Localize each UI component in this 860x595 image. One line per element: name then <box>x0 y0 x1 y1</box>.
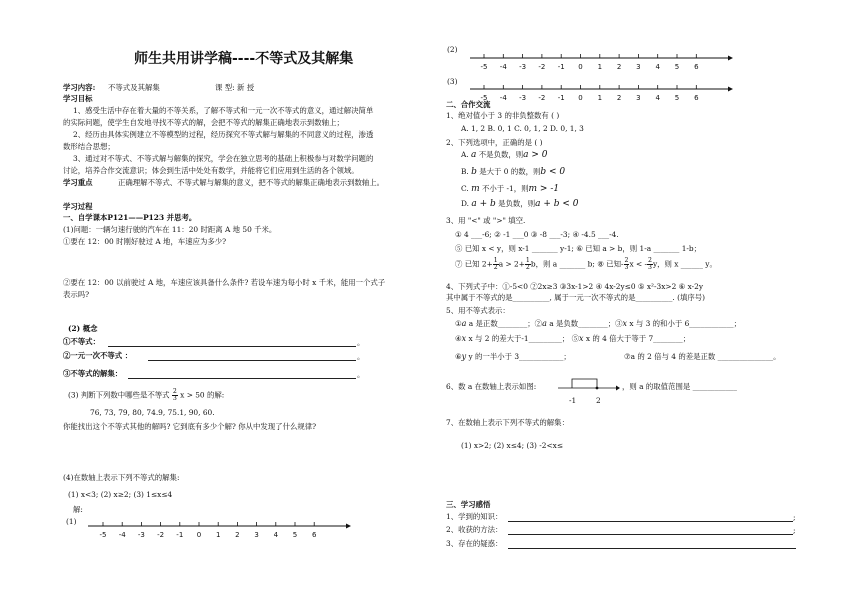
number-line-tick-label: 2 <box>616 63 622 71</box>
concept-inequality-blank[interactable] <box>108 346 356 347</box>
question-3-pre: (3) 判断下列数中哪些是不等式 <box>68 390 170 400</box>
number-line-tick-label: 1 <box>597 63 603 71</box>
process-heading: 学习过程 <box>63 202 93 211</box>
fraction-one-half: $\frac{1}{2}$ <box>525 257 530 272</box>
r-question-5-row-3: ⑥y y 的一半小于 3____________； <box>455 352 571 361</box>
r-question-7: 7、在数轴上表示下列不等式的解集： <box>446 418 569 427</box>
number-line-tick-label: -2 <box>538 94 546 102</box>
fraction-two-thirds: $\frac{2}{3}$ <box>648 257 652 272</box>
goal-line-1: 1、感受生活中存在着大量的不等关系，了解不等式和一元一次不等式的意义，通过解决简单 <box>73 106 374 115</box>
goal-line-4: 数形结合思想； <box>63 142 115 151</box>
number-line-tick-label: 1 <box>215 531 221 539</box>
r-question-3-row-1: ① 4 ___-6; ② -1 ___0 ③ -8 ___-3; ④ -4.5 ___-4. <box>455 230 619 239</box>
concept-linear-blank[interactable] <box>148 360 356 361</box>
number-line-tick-label: -3 <box>519 94 527 102</box>
r-question-7-items: (1) x>2; (2) x≤4; (3) -2<x≤ <box>461 441 564 450</box>
goals-heading: 学习目标 <box>63 94 93 103</box>
fraction-two-thirds: $\frac{2}{3}$ <box>172 388 177 403</box>
r-question-1: 1、绝对值小于 3 的非负整数有 ( ) <box>446 111 560 120</box>
r-question-3-row-2: ⑤ 已知 x < y，则 x-1 _______ y-1; ⑥ 已知 a > b，则 1-a _______ 1-b； <box>455 244 702 253</box>
page-title: 师生共用讲学稿----不等式及其解集 <box>134 51 354 67</box>
reflection-method-end: ; <box>793 526 796 535</box>
number-line-tick-label: 5 <box>292 531 298 539</box>
number-line-tick-label: 6 <box>311 531 317 539</box>
number-line-tick-label: -1 <box>557 63 565 71</box>
concept-linear-label: ②一元一次不等式 ： <box>63 351 133 360</box>
number-line-tick-label: 3 <box>254 531 259 539</box>
question-6-number-line <box>558 374 618 404</box>
r-question-4: 4、下列式子中：①-5<0 ②2x≥3 ③3x-1>2 ④ 4x-2y≤0 ⑤ x²-3x>2 ⑥ x-2y <box>446 282 704 291</box>
concept-inequality-label: ①不等式： <box>63 337 100 346</box>
number-line-tick-label: 0 <box>578 63 583 71</box>
question-2-text: ②要在 12：00 以前驶过 A 地，车速应该具备什么条件? 若设车速为每小时 x 千米，能用一个式子 <box>63 278 386 287</box>
reflection-knowledge-end: ; <box>793 513 796 522</box>
r-question-3: 3、用 "<" 或 ">" 填空. <box>446 216 526 225</box>
arrow-right-icon <box>346 524 351 529</box>
r-question-5: 5、用不等式表示： <box>446 306 510 315</box>
goal-line-3: 2、经历由具体实例建立不等模型的过程，经历探究不等式解与解集的不同意义的过程，渗透 <box>73 130 374 139</box>
reflection-doubts-label: 3、存在的疑惑： <box>446 539 503 548</box>
r-question-3-row-3: ⑦ 已知 2+ $\frac{1}{2}$ a > 2+ $\frac{1}{2}$ b，则 a _______ b; ⑧ 已知- $\frac{2}{3}$ x < - $\frac{2}{3}$ y，则 x ______ y。 <box>455 257 717 272</box>
concept-solution-set-end: 。 <box>357 370 365 379</box>
number-line-3 <box>470 81 740 105</box>
number-line-tick-label: -5 <box>480 63 488 71</box>
arrow-right-icon <box>728 56 733 61</box>
r-question-6-range: ，则 a 的取值范围是 ____________ <box>622 382 737 391</box>
goal-line-6: 讨论，培养合作交流意识；体会到生活中处处有数学，并能将它们应用到生活的各个领域。 <box>63 166 359 175</box>
section-2-heading: 二、合作交流 <box>446 100 491 109</box>
number-line-tick-label: -2 <box>157 531 165 539</box>
option-c[interactable]: C. m 不小于 -1，则m > -1 <box>461 184 560 194</box>
concept-solution-set-label: ③不等式的解集： <box>63 369 123 378</box>
question-3-text <box>68 389 224 402</box>
option-b[interactable]: B. b 是大于 0 的数，则b < 0 <box>461 167 566 177</box>
reflection-method-label: 2、收获的方法： <box>446 525 503 534</box>
number-line-tick-label: -5 <box>480 94 488 102</box>
r-question-5-row-2: ④x x 与 2 的差大于-1_________； ⑤x x 的 4 倍大于等于 7________； <box>455 334 691 343</box>
number-line-tick-label: 3 <box>636 94 641 102</box>
number-line-tick-label: -4 <box>118 531 126 539</box>
r-question-6: 6、数 a 在数轴上表示如图: <box>446 382 537 391</box>
r-question-5-row-1: ①a a 是正数________；②a a 是负数________；③x x 与 3 的和小于 6____________； <box>455 319 742 328</box>
number-line-tick-label: 1 <box>597 94 603 102</box>
number-line-1-label: (1) <box>66 517 77 526</box>
option-a[interactable]: A. a 不是负数，则a > 0 <box>461 150 548 160</box>
question-6-tick-2: 2 <box>596 396 601 405</box>
question-1-text: (1)问题：一辆匀速行驶的汽车在 11：20 时距离 A 地 50 千米。 <box>63 225 277 234</box>
fraction-two-thirds: $\frac{2}{3}$ <box>624 257 629 272</box>
focus-text: 正确理解不等式、不等式解与解集的意义，把不等式的解集正确地表示到数轴上。 <box>118 178 385 187</box>
number-line-tick-label: 2 <box>616 94 622 102</box>
number-line-tick-label: 6 <box>694 63 699 71</box>
number-line-tick-label: 4 <box>655 94 660 102</box>
number-line-tick-label: -1 <box>176 531 184 539</box>
r-question-5-row-3b: ⑦a 的 2 倍与 4 的差是正数 _______________。 <box>624 352 781 361</box>
number-line-tick-label: 5 <box>674 63 680 71</box>
number-line-tick-label: -1 <box>557 94 565 102</box>
fraction-one-half: $\frac{1}{2}$ <box>493 257 498 272</box>
content-value: 不等式及其解集 <box>108 83 160 92</box>
goal-line-2: 的实际问题，使学生自发地寻找不等式的解，会把不等式的解集正确地表示到数轴上； <box>63 118 344 127</box>
number-line-2 <box>470 50 740 74</box>
number-line-tick-label: 6 <box>694 94 699 102</box>
question-3-ask: 你能找出这个不等式其他的解吗? 它到底有多少个解? 你从中发现了什么规律? <box>63 422 317 431</box>
question-4-text: (4)在数轴上表示下列不等式的解集: <box>63 473 180 482</box>
question-2-cont: 表示吗? <box>63 290 90 299</box>
reflection-knowledge-label: 1、学到的知识： <box>446 512 503 521</box>
goal-line-5: 3、通过对不等式、不等式解与解集的探究，学会在独立思考的基础上积极参与对数学问题的 <box>73 154 374 163</box>
arrow-right-icon <box>728 87 733 92</box>
number-line-tick-label: 2 <box>235 531 240 539</box>
question-4-items: (1) x<3; (2) x≥2; (3) 1≤x≤4 <box>68 490 173 499</box>
question-3-numbers: 76, 73, 79, 80, 74.9, 75.1, 90, 60. <box>90 408 215 417</box>
number-line-tick-label: -3 <box>137 531 145 539</box>
number-line-2-label: (2) <box>447 45 458 54</box>
number-line-3-label: (3) <box>447 77 458 86</box>
number-line-tick-label: -5 <box>99 531 107 539</box>
number-line-tick-label: 4 <box>273 531 279 539</box>
content-label: 学习内容: <box>63 83 96 92</box>
number-line-tick-label: -4 <box>499 63 507 71</box>
reflection-knowledge-blank[interactable] <box>508 521 793 522</box>
number-line-tick-label: -2 <box>538 63 546 71</box>
concept-solution-set-blank[interactable] <box>128 378 356 379</box>
number-line-tick-label: 3 <box>636 63 641 71</box>
r-question-2: 2、下列选项中，正确的是 ( ) <box>446 138 543 147</box>
reflection-doubts-blank[interactable] <box>508 548 796 549</box>
number-line-tick-label: 0 <box>196 531 202 539</box>
number-line-tick-label: -3 <box>519 63 527 71</box>
focus-label: 学习重点 <box>63 178 93 187</box>
lesson-type: 课 型: 新 授 <box>215 83 255 92</box>
number-line-tick-label: 4 <box>655 63 660 71</box>
section-3-heading: 三、学习感悟 <box>446 500 491 509</box>
concepts-heading: (2) 概念 <box>68 324 98 333</box>
concept-linear-end: 。 <box>357 352 365 361</box>
r-question-1-options: A. 1, 2 B. 0, 1 C. 0, 1, 2 D. 0, 1, 3 <box>461 124 584 133</box>
number-line-1 <box>88 518 358 542</box>
section-1-heading: 一、自学课本P121——P123 并思考。 <box>63 213 197 222</box>
number-line-tick-label: 5 <box>674 94 680 102</box>
question-4-solution-label: 解: <box>73 505 83 514</box>
question-3-post: x > 50 的解: <box>180 390 225 400</box>
reflection-method-blank[interactable] <box>508 534 793 535</box>
question-1-sub: ①要在 12：00 时刚好驶过 A 地，车速应为多少? <box>63 237 227 246</box>
option-d[interactable]: D. a + b 是负数，则a + b < 0 <box>461 199 579 209</box>
number-line-tick-label: 0 <box>578 94 583 102</box>
r-question-4-cont: 其中属于不等式的是__________, 属于一元一次不等式的是__________. (填序号) <box>446 293 706 302</box>
concept-inequality-end: 。 <box>357 338 365 347</box>
number-line-tick-label: -4 <box>499 94 507 102</box>
question-6-tick-neg1: -1 <box>569 396 577 405</box>
